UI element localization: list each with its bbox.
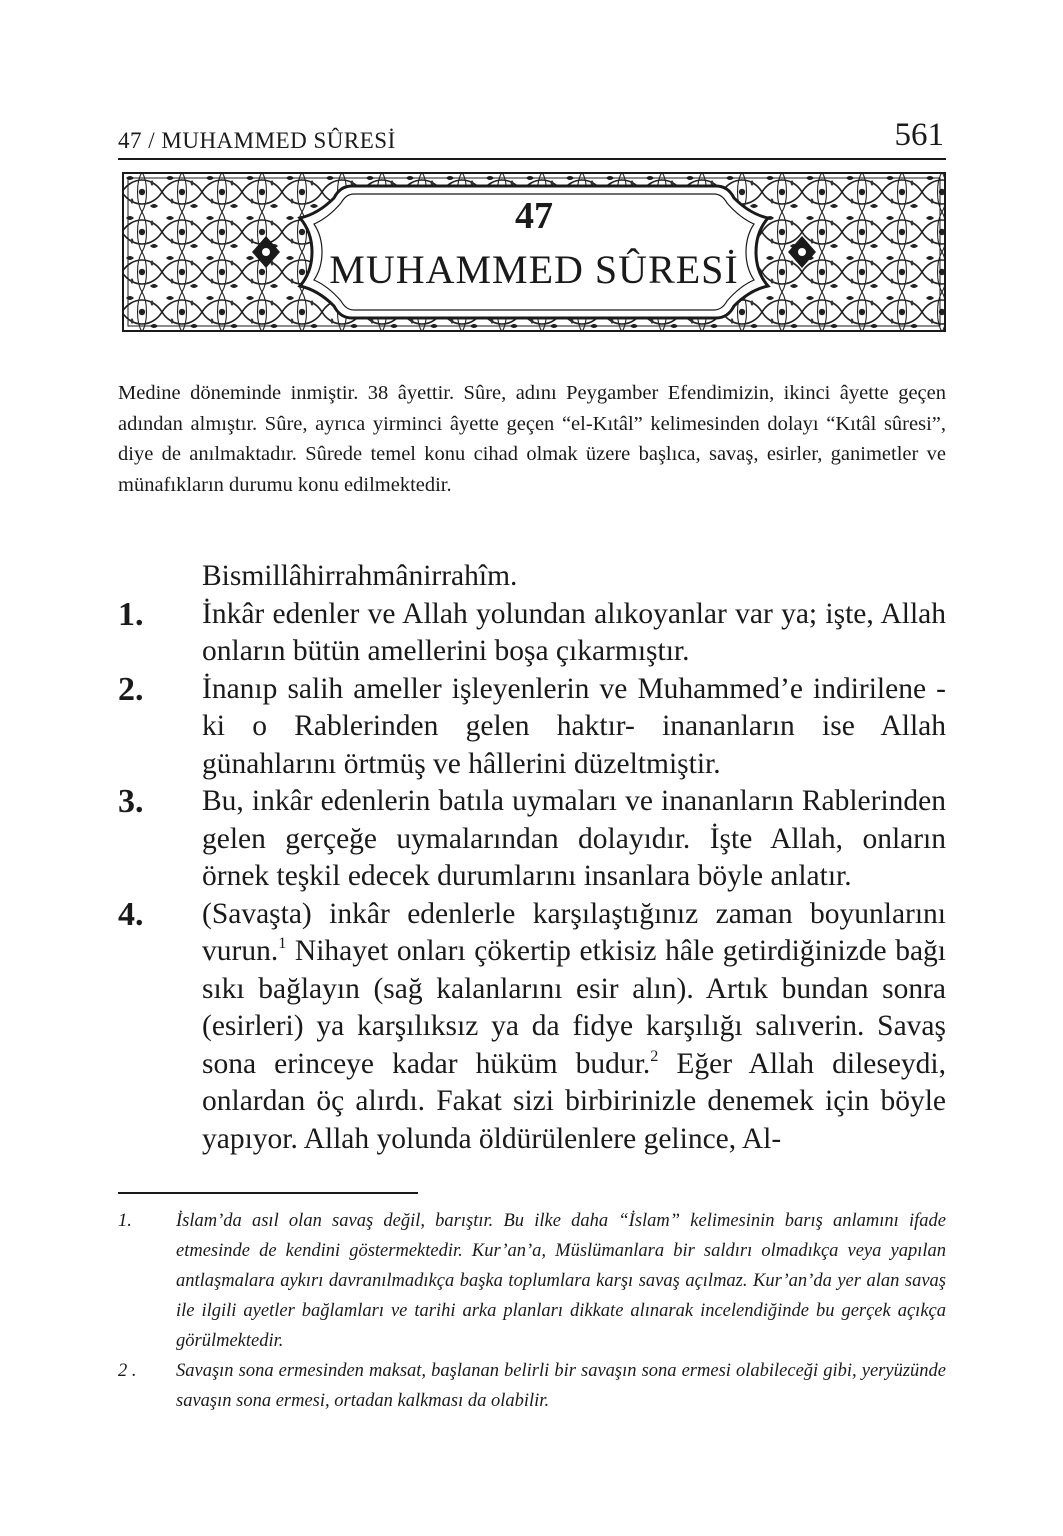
- verse-1: [118, 596, 946, 671]
- surah-number: 47: [515, 195, 553, 237]
- footnote-1: [118, 1206, 946, 1356]
- surah-title: MUHAMMED SÛRESİ: [329, 247, 739, 292]
- verse-list: [118, 558, 946, 1158]
- footnote-reference[interactable]: 2: [650, 1046, 659, 1065]
- footnotes: [118, 1206, 946, 1416]
- footnote-reference[interactable]: 1: [278, 933, 287, 952]
- banner-text: [122, 172, 946, 332]
- running-title: 47 / MUHAMMED SÛRESİ: [118, 128, 396, 153]
- verse-number: 3.: [118, 783, 144, 820]
- verse-4: [118, 896, 946, 1159]
- verse-text-part: Eğer Allah dileseydi, onlardan öç alırdı. Fakat sizi birbirinizle denemek için böyle yapıyor. Allah yolunda öldürülenlere gelince, Al-: [202, 1047, 946, 1155]
- verse-number: 4.: [118, 895, 144, 933]
- surah-title-banner: [122, 172, 946, 332]
- footnote-number: 2 .: [118, 1361, 137, 1381]
- footnote-divider: [118, 1192, 418, 1194]
- verse-number: 2.: [118, 670, 144, 708]
- verse-2: [118, 671, 946, 784]
- verse-text: İnanıp salih ameller işleyenlerin ve Muhammed’e indirilene -ki o Rablerinden gelen haktır- inananların ise Allah günahlarını örtmüş ve hâllerini düzeltmiştir.: [202, 672, 946, 780]
- footnote-text: İslam’da asıl olan savaş değil, barıştır. Bu ilke daha “İslam” kelimesinin barış anlamını ifade etmesinde de kendini göstermektedir. Kur’an’a, Müslümanlara bir saldırı olmadıkça veya yapılan antlaşmalara aykırı davranılmadıkça başka toplumlara karşı savaş açılmaz. Kur’an’da yer alan savaş ile ilgili ayetler bağlamları ve tarihi arka planları dikkate alınarak incelendiğinde bu gerçek açıkça görülmektedir.: [176, 1211, 946, 1351]
- verse-text-part: (Savaşta) inkâr edenlerle karşılaştığınız zaman boyunlarını vurun.: [202, 897, 946, 967]
- verse-3: [118, 783, 946, 896]
- verse-text: İnkâr edenler ve Allah yolundan alıkoyanlar var ya; işte, Allah onların bütün amellerini boşa çıkarmıştır.: [202, 597, 946, 667]
- surah-introduction: Medine döneminde inmiştir. 38 âyettir. Sûre, adını Peygamber Efendimizin, ikinci âyette geçen adından almıştır. Sûre, ayrıca yirminci âyette geçen “el-Kıtâl” kelimesinden dolayı “Kıtâl sûresi”, diye de anılmaktadır. Sûrede temel konu cihad olmak üzere başlıca, savaş, esirler, ganimetler ve münafıkların durumu konu edilmektedir.: [118, 382, 946, 496]
- page-number: 561: [894, 117, 944, 153]
- footnote-number: 1.: [118, 1211, 132, 1231]
- basmala-text: Bismillâhirrahmânirrahîm.: [202, 560, 518, 592]
- verse-text: Bu, inkâr edenlerin batıla uymaları ve inananların Rablerinden gelen gerçeğe uymalarından dolayıdır. İşte Allah, onların örnek teşkil edecek durumlarını insanlara böyle anlatır.: [202, 785, 946, 892]
- footnote-text: Savaşın sona ermesinden maksat, başlanan belirli bir savaşın sona ermesi olabileceği gibi, yeryüzünde savaşın sona ermesi, ortadan kalkması da olabilir.: [176, 1361, 946, 1411]
- verse-number: 1.: [118, 595, 144, 633]
- basmala: [118, 558, 946, 596]
- verse-text-part: Nihayet onları çökertip etkisiz hâle getirdiğinizde bağı sıkı bağlayın (sağ kalanlarını esir alın). Artık bundan sonra (esirleri) ya karşılıksız ya da fidye karşılığı salıverin. Savaş sona erinceye kadar hüküm budur.: [202, 935, 946, 1080]
- running-header: [118, 118, 946, 160]
- footnote-2: [118, 1356, 946, 1416]
